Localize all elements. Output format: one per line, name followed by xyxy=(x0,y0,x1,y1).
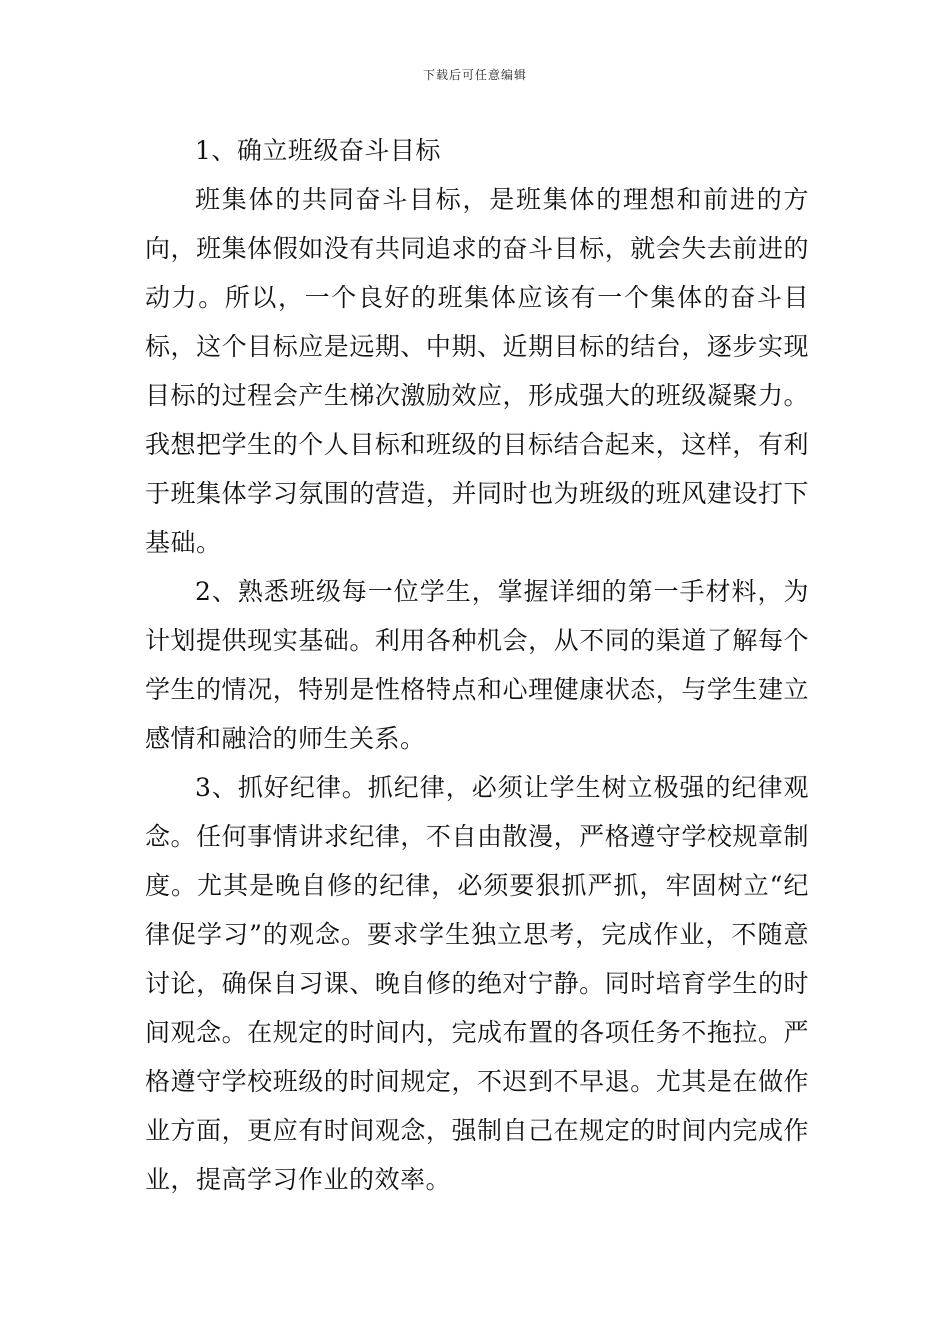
paragraph-goal: 班集体的共同奋斗目标，是班集体的理想和前进的方向，班集体假如没有共同追求的奋斗目标，就会失去前进的动力。所以，一个良好的班集体应该有一个集体的奋斗目标，这个目标应是远期、中期、近期目标的结台，逐步实现目标的过程会产生梯次激励效应，形成强大的班级凝聚力。我想把学生的个人目标和班级的目标结合起来，这样，有利于班集体学习氛围的营造，并同时也为班级的班风建设打下基础。 xyxy=(145,185,809,557)
header-note: 下载后可任意编辑 xyxy=(422,68,527,82)
paragraph-know-students: 2、熟悉班级每一位学生，掌握详细的第一手材料，为计划提供现实基础。利用各种机会，从不同的渠道了解每个学生的情况，特别是性格特点和心理健康状态，与学生建立感情和融洽的师生关系。 xyxy=(145,577,809,753)
paragraph-discipline: 3、抓好纪律。抓纪律，必须让学生树立极强的纪律观念。任何事情讲求纪律，不自由散漫，严格遵守学校规章制度。尤其是晚自修的纪律，必须要狠抓严抓，牢固树立“纪律促学习”的观念。要求学生独立思考，完成作业，不随意讨论，确保自习课、晚自修的绝对宁静。同时培育学生的时间观念。在规定的时间内，完成布置的各项任务不拖拉。严格遵守学校班级的时间规定，不迟到不早退。尤其是在做作业方面，更应有时间观念，强制自己在规定的时间内完成作业，提高学习作业的效率。 xyxy=(145,773,809,1194)
document-body xyxy=(145,126,809,1204)
section-heading-1: 1、确立班级奋斗目标 xyxy=(195,136,441,165)
